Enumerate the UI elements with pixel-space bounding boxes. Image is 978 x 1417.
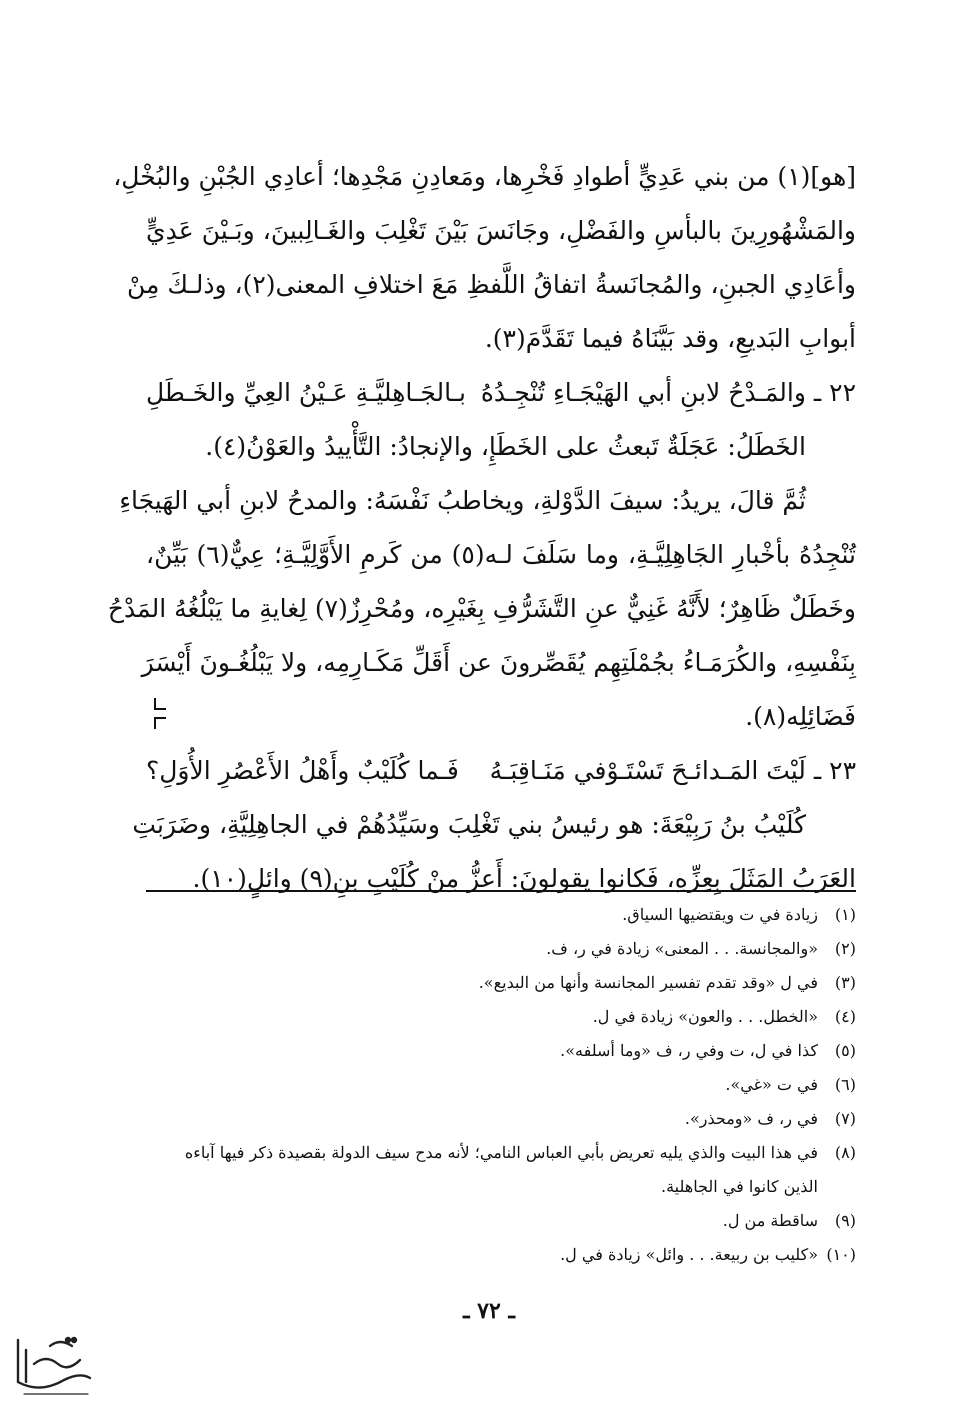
footnote-text: «والمجانسة. . . المعنى» زيادة في ر، ف.	[546, 939, 818, 958]
verse-22	[146, 366, 856, 420]
footnote-item	[146, 932, 856, 966]
verse-23	[146, 744, 856, 798]
body-line: [هو](١) من بني عَدِيٍّ أطوادِ فَخْرِها، ومَعادِنِ مَجْدِها؛ أعادِي الجُبْنِ والبُخْلِ،	[113, 162, 856, 191]
footnote-text: في ت «غي».	[725, 1075, 818, 1094]
verse-23-first-hemistich: ٢٣ ـ لَيْتَ المَـدائـحَ تَسْتَـوْفي مَنَـاقِبَـهُ	[489, 756, 856, 785]
commentary-line: فَضَائِلِه(٨).	[745, 702, 856, 731]
footnote-number: (٣)	[834, 973, 856, 992]
commentary-line: العَرَبُ المَثَلَ بِعِزِّهِ، فَكانوا يقولونَ: أَعزُّ مِنْ كُلَيْبِ بنِ(٩) وائلٍ(١٠).	[192, 864, 856, 893]
footnote-item	[146, 898, 856, 932]
footnote-number: (٩)	[834, 1211, 856, 1230]
footnote-number: (٧)	[834, 1109, 856, 1128]
footnote-number: (٤)	[834, 1007, 856, 1026]
calligraphy-stamp	[10, 1320, 96, 1406]
footnote-item	[146, 966, 856, 1000]
commentary-line: الخَطَلُ: عَجَلَةٌ تَبعثُ على الخَطَإِ، والإنجادُ: التَّأْييدُ والعَوْنُ(٤).	[205, 432, 806, 461]
page-break-mark-start	[154, 717, 166, 729]
footnote-item	[146, 1000, 856, 1034]
footnote-number: (٨)	[834, 1143, 856, 1162]
main-text	[107, 150, 856, 906]
verse-23-second-hemistich: فَـما كُلَيْبٌ وأَهْلُ الأَعْصُرِ الأُوَلِ؟	[146, 756, 459, 785]
footnote-item	[146, 1204, 856, 1238]
footnote-item	[146, 1136, 856, 1204]
page-break-mark-end	[154, 698, 166, 710]
page-number: ـ ٧٢ ـ	[463, 1298, 515, 1324]
verse-22-first-hemistich: ٢٢ ـ والمَـدْحُ لابنِ أبي الهَيْجَـاءِ تُنْجِـدُهُ	[480, 378, 856, 407]
footnote-item	[146, 1034, 856, 1068]
body-line: والمَشْهُورِينَ بالبأسِ والفَضْلِ، وجَانَسَ بَيْنَ تَغْلِبَ والغَـالِبينَ، وبَـيْنَ عَدِيٍّ	[146, 216, 856, 245]
footnote-number: (٦)	[834, 1075, 856, 1094]
commentary-line: كُلَيْبُ بنُ رَبِيْعَةَ: هو رئيسُ بني تَغْلِبَ وسَيِّدُهُمْ في الجاهِلِيَّةِ، وضَرَبَتِ	[132, 810, 806, 839]
body-line: وأعَادِي الجبنِ، والمُجانَسةُ اتفاقُ اللَّفظِ مَعَ اختلافِ المعنى(٢)، وذلـكَ مِنْ	[127, 270, 856, 299]
footnote-text: في هذا البيت والذي يليه تعريض بأبي العباس النامي؛ لأنه مدح سيف الدولة بقصيدة ذكر فيها آباءه الذين كانوا في الجاهلية.	[184, 1143, 818, 1196]
footnote-number: (٢)	[834, 939, 856, 958]
footnote-text: ساقطة من ل.	[722, 1211, 818, 1230]
footnote-number: (١)	[834, 905, 856, 924]
footnote-text: كذا في ل، ت وفي ر، ف «وما أسلفه».	[560, 1041, 818, 1060]
footnote-item	[146, 1068, 856, 1102]
commentary-line: بِنَفْسِهِ، والكُرَمَـاءُ بجُمْلَتِهِم يُقَصِّرونَ عن أَقَلِّ مَكَـارِمِه، ولا يَبْلُغُـونَ أَيْسَرَ	[141, 648, 856, 677]
verse-22-second-hemistich: بـالجَـاهِليَّـةِ عَـيْنُ العِيِّ والخَـطَلِ	[146, 378, 466, 407]
footnote-text: «كليب بن ربيعة. . . وائل» زيادة في ل.	[560, 1245, 818, 1264]
body-line: أبوابِ البَديعِ، وقد بَيَّنَاهُ فيما تَقَدَّمَ(٣).	[484, 324, 856, 353]
footnote-text: في ر، ف «ومحذر».	[684, 1109, 818, 1128]
commentary-line: وخَطَلٌ ظَاهِرٌ؛ لأَنَّهُ غَنِيٌّ عنِ التَّشَرُّفِ بِغَيْرِه، ومُحْرِزٌ(٧) لِغايةِ ما يَبْلُغُهُ المَدْحُ	[107, 594, 856, 623]
footnote-text: في ل «وقد تقدم تفسير المجانسة وأنها من البديع».	[478, 973, 818, 992]
commentary-line: ثُمَّ قالَ، يريدُ: سيفَ الدَّوْلةِ، ويخاطبُ نَفْسَهُ: والمدحُ لابنِ أبي الهَيجَاءِ	[119, 486, 806, 515]
footnote-text: «الخطل. . . والعون» زيادة في ل.	[592, 1007, 818, 1026]
footnotes	[146, 898, 856, 1272]
footnote-number: (١٠)	[826, 1245, 856, 1264]
footnote-divider	[146, 890, 856, 892]
commentary-line: تُنْجِدُهُ بأخْبارِ الجَاهِلِيَّـةِ، وما سَلَفَ لـه(٥) من كَرمِ الأَوَّلِيَّـةِ؛ عِيٌّ(٦) بَيِّنٌ،	[146, 540, 856, 569]
footnote-item	[146, 1102, 856, 1136]
footnote-text: زيادة في ت ويقتضيها السياق.	[622, 905, 818, 924]
footnote-item	[146, 1238, 856, 1272]
footnote-number: (٥)	[834, 1041, 856, 1060]
